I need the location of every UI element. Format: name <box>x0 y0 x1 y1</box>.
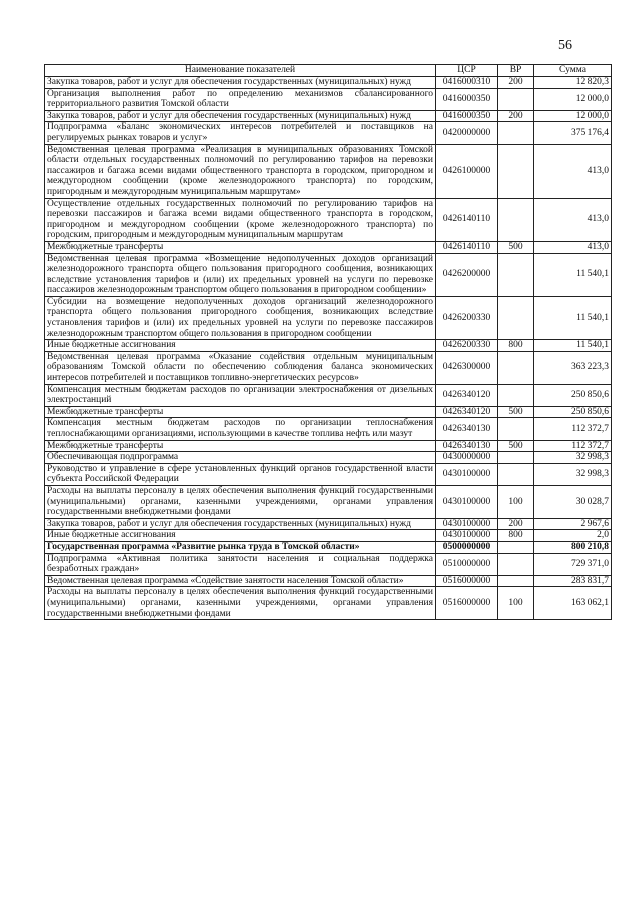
table-body <box>45 77 612 620</box>
row-vr <box>498 463 534 485</box>
row-amount: 2 967,6 <box>534 518 612 530</box>
table-row <box>45 241 612 253</box>
row-code: 0426300000 <box>436 351 498 384</box>
row-amount: 12 000,0 <box>534 110 612 122</box>
row-amount: 112 372,7 <box>534 440 612 452</box>
row-name: Иные бюджетные ассигнования <box>45 530 436 542</box>
table-row <box>45 485 612 518</box>
table-row <box>45 351 612 384</box>
table-row <box>45 296 612 339</box>
row-code: 0430100000 <box>436 530 498 542</box>
row-code: 0430100000 <box>436 518 498 530</box>
table-row <box>45 122 612 144</box>
row-vr: 100 <box>498 587 534 620</box>
row-name: Расходы на выплаты персоналу в целях обеспечения выполнения функций государственными (муниципальными) органами, казенными учреждениями, органами управления государственными внебюджетными фондами <box>45 485 436 518</box>
row-amount: 413,0 <box>534 241 612 253</box>
row-name: Субсидии на возмещение недополученных доходов организаций железнодорожного транспорта общего пользования пригородного сообщения, возникающих вследствие установления тарифов и (или) их предельных уровней на услуги по перевозке пассажиров железнодорожным транспортом общего пользования в пригородном сообщении <box>45 296 436 339</box>
row-code: 0430000000 <box>436 452 498 464</box>
row-code: 0426200330 <box>436 296 498 339</box>
table-row <box>45 418 612 440</box>
row-name: Межбюджетные трансферты <box>45 241 436 253</box>
row-name: Ведомственная целевая программа «Оказание содействия отдельным муниципальным образованиям Томской области по обеспечению соблюдения баланса экономических интересов потребителей и поставщиков топливно-энергетических ресурсов» <box>45 351 436 384</box>
row-code: 0516000000 <box>436 587 498 620</box>
row-vr <box>498 384 534 406</box>
row-name: Ведомственная целевая программа «Содействие занятости населения Томской области» <box>45 575 436 587</box>
row-amount: 283 831,7 <box>534 575 612 587</box>
row-vr <box>498 553 534 575</box>
table-row <box>45 530 612 542</box>
row-amount: 30 028,7 <box>534 485 612 518</box>
table-row <box>45 575 612 587</box>
row-code: 0416000350 <box>436 110 498 122</box>
table-row <box>45 77 612 89</box>
row-vr <box>498 122 534 144</box>
row-code: 0500000000 <box>436 541 498 553</box>
row-name: Осуществление отдельных государственных полномочий по регулированию тарифов на перевозки пассажиров и багажа всеми видами общественного транспорта в городском, пригородном и междугородном сообщении (кроме железнодорожного транспорта) по городским, пригородным и междугородным муниципальным маршрутам <box>45 198 436 241</box>
table-row <box>45 452 612 464</box>
row-name: Закупка товаров, работ и услуг для обеспечения государственных (муниципальных) нужд <box>45 518 436 530</box>
row-vr <box>498 253 534 296</box>
row-amount: 413,0 <box>534 144 612 198</box>
row-amount: 375 176,4 <box>534 122 612 144</box>
row-amount: 250 850,6 <box>534 406 612 418</box>
table-row <box>45 553 612 575</box>
table-row <box>45 110 612 122</box>
row-name: Межбюджетные трансферты <box>45 440 436 452</box>
row-vr: 800 <box>498 340 534 352</box>
row-amount: 112 372,7 <box>534 418 612 440</box>
row-vr <box>498 541 534 553</box>
row-name: Государственная программа «Развитие рынка труда в Томской области» <box>45 541 436 553</box>
row-code: 0426100000 <box>436 144 498 198</box>
row-vr <box>498 198 534 241</box>
row-code: 0426340130 <box>436 440 498 452</box>
row-code: 0426340130 <box>436 418 498 440</box>
row-vr: 800 <box>498 530 534 542</box>
row-name: Компенсация местным бюджетам расходов по организации электроснабжения от дизельных электростанций <box>45 384 436 406</box>
row-code: 0430100000 <box>436 485 498 518</box>
row-vr <box>498 296 534 339</box>
row-amount: 2,0 <box>534 530 612 542</box>
table-row <box>45 198 612 241</box>
header-amount: Сумма <box>534 65 612 77</box>
row-name: Межбюджетные трансферты <box>45 406 436 418</box>
row-code: 0426340120 <box>436 406 498 418</box>
row-vr: 500 <box>498 241 534 253</box>
header-name: Наименование показателей <box>45 65 436 77</box>
page-number: 56 <box>558 38 572 53</box>
row-name: Закупка товаров, работ и услуг для обеспечения государственных (муниципальных) нужд <box>45 77 436 89</box>
table-row <box>45 253 612 296</box>
table-row <box>45 587 612 620</box>
header-vr: ВР <box>498 65 534 77</box>
row-amount: 11 540,1 <box>534 253 612 296</box>
row-vr: 200 <box>498 518 534 530</box>
row-code: 0420000000 <box>436 122 498 144</box>
row-name: Организация выполнения работ по определению механизмов сбалансированного территориального развития Томской области <box>45 88 436 110</box>
row-amount: 163 062,1 <box>534 587 612 620</box>
row-name: Расходы на выплаты персоналу в целях обеспечения выполнения функций государственными (муниципальными) органами, казенными учреждениями, органами управления государственными внебюджетными фондами <box>45 587 436 620</box>
row-code: 0426340120 <box>436 384 498 406</box>
row-code: 0416000350 <box>436 88 498 110</box>
table-row <box>45 406 612 418</box>
table-row <box>45 144 612 198</box>
row-vr: 200 <box>498 110 534 122</box>
table-header <box>45 65 612 77</box>
row-name: Подпрограмма «Активная политика занятости населения и социальная поддержка безработных граждан» <box>45 553 436 575</box>
row-amount: 11 540,1 <box>534 340 612 352</box>
row-name: Ведомственная целевая программа «Возмещение недополученных доходов организаций железнодорожного транспорта общего пользования пригородного сообщения, возникающих вследствие установления тарифов и (или) их предельных уровней на услуги по перевозке пассажиров железнодорожным транспортом общего пользования в пригородном сообщении» <box>45 253 436 296</box>
row-amount: 729 371,0 <box>534 553 612 575</box>
row-amount: 250 850,6 <box>534 384 612 406</box>
row-vr <box>498 88 534 110</box>
row-code: 0416000310 <box>436 77 498 89</box>
row-amount: 12 000,0 <box>534 88 612 110</box>
table-row <box>45 440 612 452</box>
row-name: Обеспечивающая подпрограмма <box>45 452 436 464</box>
row-name: Подпрограмма «Баланс экономических интересов потребителей и поставщиков на регулируемых рынках товаров и услуг» <box>45 122 436 144</box>
table-row <box>45 518 612 530</box>
row-vr <box>498 452 534 464</box>
table-row <box>45 541 612 553</box>
row-amount: 32 998,3 <box>534 463 612 485</box>
row-code: 0430100000 <box>436 463 498 485</box>
row-code: 0510000000 <box>436 553 498 575</box>
row-name: Руководство и управление в сфере установленных функций органов государственной власти субъекта Российской Федерации <box>45 463 436 485</box>
row-vr: 500 <box>498 406 534 418</box>
table-row <box>45 340 612 352</box>
row-name: Закупка товаров, работ и услуг для обеспечения государственных (муниципальных) нужд <box>45 110 436 122</box>
row-vr: 500 <box>498 440 534 452</box>
row-vr <box>498 418 534 440</box>
header-row <box>45 65 612 77</box>
row-vr <box>498 575 534 587</box>
row-name: Компенсация местным бюджетам расходов по организации теплоснабжения теплоснабжающими организациями, использующими в качестве топлива нефть или мазут <box>45 418 436 440</box>
row-amount: 800 210,8 <box>534 541 612 553</box>
budget-table <box>44 64 612 620</box>
row-vr <box>498 351 534 384</box>
row-code: 0516000000 <box>436 575 498 587</box>
row-code: 0426140110 <box>436 198 498 241</box>
row-amount: 12 820,3 <box>534 77 612 89</box>
row-amount: 32 998,3 <box>534 452 612 464</box>
table-row <box>45 88 612 110</box>
row-vr: 200 <box>498 77 534 89</box>
row-amount: 363 223,3 <box>534 351 612 384</box>
row-name: Иные бюджетные ассигнования <box>45 340 436 352</box>
header-code: ЦСР <box>436 65 498 77</box>
row-vr: 100 <box>498 485 534 518</box>
row-vr <box>498 144 534 198</box>
table-row <box>45 463 612 485</box>
row-name: Ведомственная целевая программа «Реализация в муниципальных образованиях Томской области отдельных государственных полномочий по регулированию тарифов на перевозки пассажиров и багажа всеми видами общественного транспорта в городском, пригородном и междугородном сообщении (кроме железнодорожного транспорта) по городским, пригородным и междугородным муниципальным маршрутам» <box>45 144 436 198</box>
row-code: 0426140110 <box>436 241 498 253</box>
row-code: 0426200330 <box>436 340 498 352</box>
row-code: 0426200000 <box>436 253 498 296</box>
table-row <box>45 384 612 406</box>
row-amount: 413,0 <box>534 198 612 241</box>
row-amount: 11 540,1 <box>534 296 612 339</box>
